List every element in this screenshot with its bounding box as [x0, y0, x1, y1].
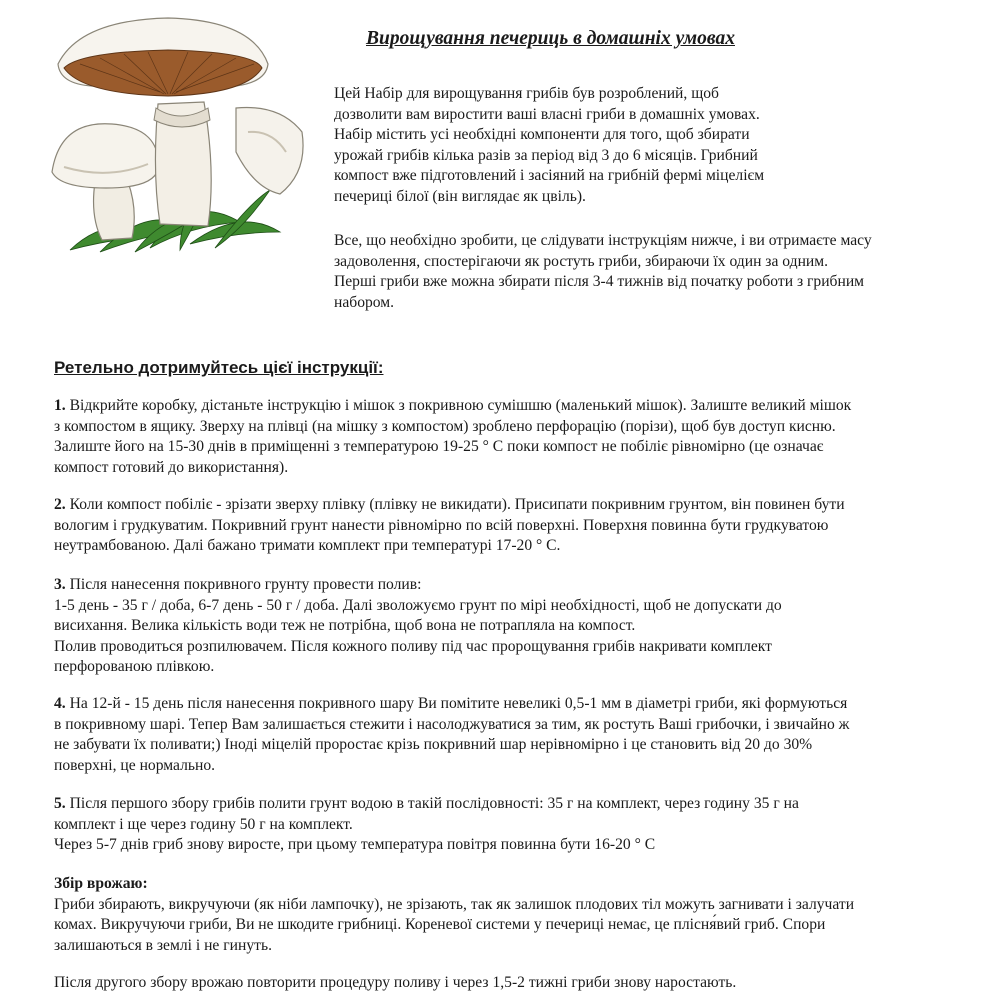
text-line: дозволити вам виростити ваші власні гриби в домашніх умовах.: [334, 105, 760, 123]
step-number: 1.: [54, 397, 66, 414]
text-line: 1-5 день - 35 г / доба, 6-7 день - 50 г / доба. Далі зволожуємо грунт по мірі необхідності, щоб не допускати до: [54, 596, 782, 614]
text-line: з компостом в ящику. Зверху на плівці (на мішку з компостом) зроблено перфорацію (порізи), щоб був доступ кисню.: [54, 417, 836, 435]
text-line: не забувати їх поливати;) Іноді міцелій проростає крізь покривний шар нерівномірно і це становить від 20 до 30%: [54, 736, 813, 753]
harvest-heading: Збір врожаю:: [54, 875, 148, 892]
document-title: Вирощування печериць в домашніх умовах: [366, 28, 735, 49]
step-4: [54, 694, 974, 776]
text-line: Коли компост побіліє - зрізати зверху плівку (плівку не викидати). Присипати покривним грунтом, він повинен бути: [69, 496, 845, 513]
instructions-heading: Ретельно дотримуйтесь цієї інструкції:: [54, 358, 384, 377]
step-3: [54, 575, 974, 678]
text-line: задоволення, спостерігаючи як ростуть гриби, збираючи їх один за одним.: [334, 252, 829, 270]
text-line: Все, що необхідно зробити, це слідувати інструкціям нижче, і ви отримаєте масу: [334, 232, 872, 249]
text-line: комах. Викручуючи гриби, Ви не шкодите грибниці. Кореневої системи у печериці немає, це плісня́вий гриб. Спори: [54, 916, 826, 933]
text-line: Полив проводиться розпилювачем. Після кожного поливу під час пророщування грибів накривати комплект: [54, 637, 772, 655]
harvest-section: [54, 874, 974, 956]
text-line: в покривному шарі. Тепер Вам залишається стежити і насолоджуватися за тим, як ростуть Ваші грибочки, і звичайно ж: [54, 715, 850, 733]
text-line: компост вже підготовлений і засіяний на грибній фермі міцелієм: [334, 167, 765, 184]
text-line: Відкрийте коробку, дістаньте інструкцію і мішок з покривною сумішшю (маленький мішок). Залиште великий мішок: [69, 397, 852, 414]
step-2: [54, 495, 974, 557]
intro-paragraph: [334, 84, 964, 207]
text-line: висихання. Велика кількість води теж не потрібна, щоб вона не потрапляла на компост.: [54, 617, 636, 634]
text-line: неутрамбованою. Далі бажано тримати комплект при температурі 17-20 ° С.: [54, 537, 561, 554]
step-number: 5.: [54, 795, 66, 812]
step-1: [54, 396, 974, 478]
text-line: Після першого збору грибів полити грунт водою в такій послідовності: 35 г на комплект, через годину 35 г на: [69, 795, 799, 812]
text-line: урожай грибів кілька разів за період від 3 до 6 місяців. Грибний: [334, 146, 758, 164]
text-line: Після нанесення покривного грунту провести полив:: [69, 576, 422, 593]
step-number: 4.: [54, 695, 66, 712]
step-number: 3.: [54, 576, 66, 593]
text-line: Через 5-7 днів гриб знову виросте, при цьому температура повітря повинна бути 16-20 ° С: [54, 836, 656, 853]
text-line: комплект і ще через годину 50 г на комплект.: [54, 815, 353, 833]
text-line: компост готовий до використання).: [54, 458, 289, 476]
text-line: перфорованою плівкою.: [54, 658, 215, 675]
text-line: Залиште його на 15-30 днів в приміщенні з температурою 19-25 ° С поки компост не побіліє рівномірно (це означає: [54, 438, 824, 455]
text-line: На 12-й - 15 день після нанесення покривного шару Ви помітите невеликі 0,5-1 мм в діаметрі гриби, які формуються: [69, 695, 848, 712]
final-note: [54, 973, 974, 994]
text-line: залишаються в землі і не гинуть.: [54, 936, 272, 954]
step-5: [54, 794, 974, 856]
text-line: Цей Набір для вирощування грибів був розроблений, щоб: [334, 85, 719, 102]
text-line: Набір містить усі необхідні компоненти для того, щоб збирати: [334, 126, 750, 143]
intro-paragraph-2: [334, 231, 964, 313]
text-line: поверхні, це нормально.: [54, 756, 216, 774]
text-line: Гриби збирають, викручуючи (як ніби лампочку), не зрізають, так як залишок плодових тіл можуть загнивати і залучати: [54, 895, 855, 913]
text-line: вологим і грудкуватим. Покривний грунт нанести рівномірно по всій поверхні. Поверхня повинна бути грудкуватою: [54, 516, 829, 534]
mushroom-illustration: [40, 12, 310, 262]
text-line: Перші гриби вже можна збирати після 3-4 тижнів від початку роботи з грибним: [334, 273, 865, 290]
text-line: набором.: [334, 293, 395, 311]
text-line: печериці білої (він виглядає як цвіль).: [334, 187, 586, 205]
text-line: Після другого збору врожаю повторити процедуру поливу і через 1,5-2 тижні гриби знову наростають.: [54, 974, 737, 991]
step-number: 2.: [54, 496, 66, 513]
